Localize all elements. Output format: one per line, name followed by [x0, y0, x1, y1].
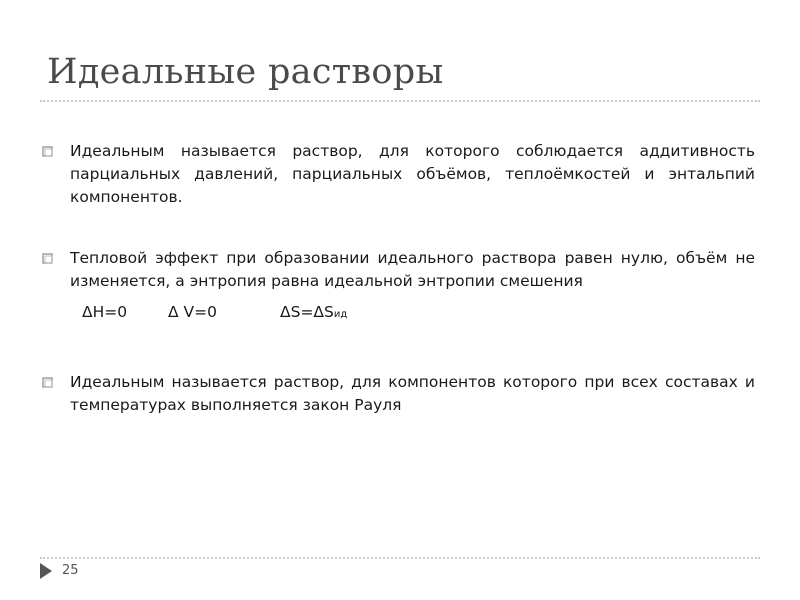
- checkbox-bullet-icon: [42, 146, 53, 157]
- formula-ds-main: ΔS=ΔS: [280, 303, 334, 321]
- triangle-right-icon: [40, 563, 52, 579]
- formula-ds-subscript: ид: [333, 309, 348, 320]
- formula-row: [40, 303, 755, 329]
- checkbox-bullet-icon: [42, 253, 53, 264]
- formula-dv: Δ V=0: [168, 303, 217, 321]
- bullet-text: Тепловой эффект при образовании идеального раствора равен нулю, объём не изменяется, а энтропия равна идеальной энтропии смешения: [70, 249, 755, 290]
- formula-ds: [280, 303, 347, 321]
- bullet-item: [40, 140, 755, 209]
- slide-title: Идеальные растворы: [47, 52, 444, 92]
- title-divider: [40, 100, 760, 102]
- footer-divider: [40, 557, 760, 559]
- bullet-text: Идеальным называется раствор, для которого соблюдается аддитивность парциальных давлений, парциальных объёмов, теплоёмкостей и энтальпий компонентов.: [70, 142, 755, 206]
- bullet-item: [40, 247, 755, 293]
- bullet-text: Идеальным называется раствор, для компонентов которого при всех составах и температурах выполняется закон Рауля: [70, 373, 755, 414]
- page-number: 25: [62, 563, 79, 578]
- formula-dh: ΔH=0: [82, 303, 128, 321]
- bullet-item: [40, 371, 755, 417]
- checkbox-bullet-icon: [42, 377, 53, 388]
- slide-content: [40, 140, 755, 417]
